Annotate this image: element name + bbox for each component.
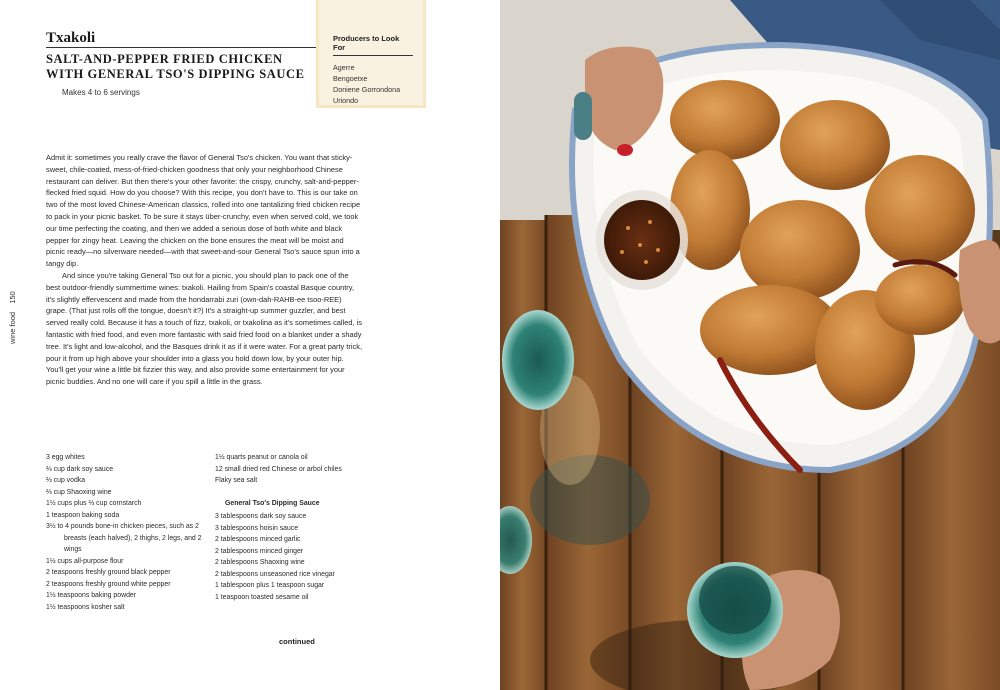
continued-label: continued bbox=[279, 637, 315, 646]
ingredient: 2 teaspoons freshly ground black pepper bbox=[46, 569, 171, 576]
fried-chicken bbox=[670, 80, 780, 160]
producer-item: Agerre bbox=[333, 63, 355, 72]
ingredient: 2 teaspoons freshly ground white pepper bbox=[46, 580, 171, 588]
fried-chicken bbox=[740, 200, 860, 300]
sauce-ingredient: 2 tablespoons unseasoned rice vinegar bbox=[215, 570, 335, 578]
sidebar-title: Producers to Look For bbox=[333, 34, 413, 56]
ingredients-column-2 bbox=[215, 452, 375, 603]
sauce-ingredient: 1 tablespoon plus 1 teaspoon sugar bbox=[215, 582, 325, 589]
running-head bbox=[8, 224, 17, 344]
producers-sidebar bbox=[316, 0, 426, 108]
recipe-title: SALT-AND-PEPPER FRIED CHICKEN WITH GENERAL TSO'S DIPPING SAUCE bbox=[46, 52, 305, 81]
sauce-ingredient: 3 tablespoons dark soy sauce bbox=[215, 513, 307, 520]
producer-item: Bengoetxe bbox=[333, 74, 368, 83]
ingredient: 1 teaspoon baking soda bbox=[46, 511, 120, 519]
bracelet bbox=[574, 92, 592, 140]
ingredient: 1½ teaspoons kosher salt bbox=[46, 603, 125, 611]
intro-paragraph-1: Admit it: sometimes you really crave the flavor of General Tso's chicken. You want that sticky-sweet, chile-coated, mess-of-fried-chicken goodness that only your neighborhood Chinese restaurant can deliver. But then there's your other favorite: the crispy, crunchy, salt-and-pepper-flecked fried squid. How do you choose? With this recipe, you don't have to. This is our take on two of the most loved Chinese-American classics, rolled into one tantalizing fried chicken recipe to pack in your picnic basket. To be sure it stays über-crunchy, even when served cold, we took our time perfecting the coating, and then we added a serious dose of both white and black pepper for zingy heat. Leaving the chicken on the bone ensures the meat will be moist and picnic ready—no silverware needed—with that sweet-and-sour General Tso's sauce spun into a tangy dip. bbox=[46, 153, 361, 269]
intro-text bbox=[46, 152, 362, 388]
ingredient: ⅔ cup dark soy sauce bbox=[46, 465, 114, 473]
servings: Makes 4 to 6 servings bbox=[62, 88, 140, 97]
ingredients-column-1 bbox=[46, 452, 206, 613]
ingredient: 1½ quarts peanut or canola oil bbox=[215, 454, 308, 461]
fried-chicken bbox=[780, 100, 890, 190]
teal-glass bbox=[502, 310, 574, 410]
dipping-sauce bbox=[604, 200, 680, 280]
producer-item: Uriondo bbox=[333, 96, 359, 105]
ingredient: ⅔ cup Shaoxing wine bbox=[46, 488, 112, 496]
ingredient: 12 small dried red Chinese or arbol chiles bbox=[215, 465, 342, 473]
book-title: wine food bbox=[8, 311, 17, 344]
title-rule bbox=[46, 47, 316, 48]
sauce-ingredient: 1 teaspoon toasted sesame oil bbox=[215, 593, 309, 601]
sauce-ingredient: 2 tablespoons Shaoxing wine bbox=[215, 559, 305, 566]
ingredient: ⅔ cup vodka bbox=[46, 477, 86, 484]
page-number: 150 bbox=[8, 291, 17, 304]
sauce-ingredient: 3 tablespoons hoisin sauce bbox=[215, 524, 299, 532]
fried-chicken-photo bbox=[500, 0, 1000, 690]
sauce-ingredient: 2 tablespoons minced garlic bbox=[215, 536, 301, 543]
section-title: Txakoli bbox=[46, 30, 96, 46]
ingredient: 1½ teaspoons baking powder bbox=[46, 592, 137, 599]
fried-chicken bbox=[865, 155, 975, 265]
sauce-heading: General Tso's Dipping Sauce bbox=[225, 499, 320, 507]
ingredient: 3 egg whites bbox=[46, 454, 85, 461]
ingredient: 3½ to 4 pounds bone-in chicken pieces, such as 2 breasts (each halved), 2 thighs, 2 legs, and 2 wings bbox=[46, 523, 202, 553]
ingredient: Flaky sea salt bbox=[215, 477, 258, 484]
sauce-ingredient: 2 tablespoons minced ginger bbox=[215, 547, 304, 555]
producer-item: Doniene Gorrondona bbox=[333, 85, 401, 94]
intro-paragraph-2: And since you're taking General Tso out for a picnic, you should plan to pack one of the best outdoor-friendly summertime wines: txakoli. Hailing from Spain's coastal Basque country, it's slightly effervescent and made from the hondarrabi zuri (own-dah-RAHB-ee tsoo-REE) grape. (That just rolls off the tongue, doesn't it?) It's a straight-up summer guzzler, and best served really cold. Because it has a touch of fizz, txakoli, or txakolina as it's sometimes called, is fantastic with fried food, and even more fantastic with said fried food on a blanket under a shady tree. It's light and low-alcohol, and the Basques drink it as if it were water. For a great party trick, pour it from up high above your shoulder into a glass you hold down low, by your outer hip. You'll get your wine a little bit fizzier this way, and also provide some entertainment for your picnic buddies. And no one will care if you spill a little in the grass. bbox=[46, 270, 363, 387]
ingredient: 1½ cups all-purpose flour bbox=[46, 557, 124, 565]
fried-chicken bbox=[875, 265, 965, 335]
ingredient: 1½ cups plus ⅔ cup cornstarch bbox=[46, 500, 142, 507]
painted-nail bbox=[617, 144, 633, 156]
table-plank bbox=[500, 220, 545, 690]
